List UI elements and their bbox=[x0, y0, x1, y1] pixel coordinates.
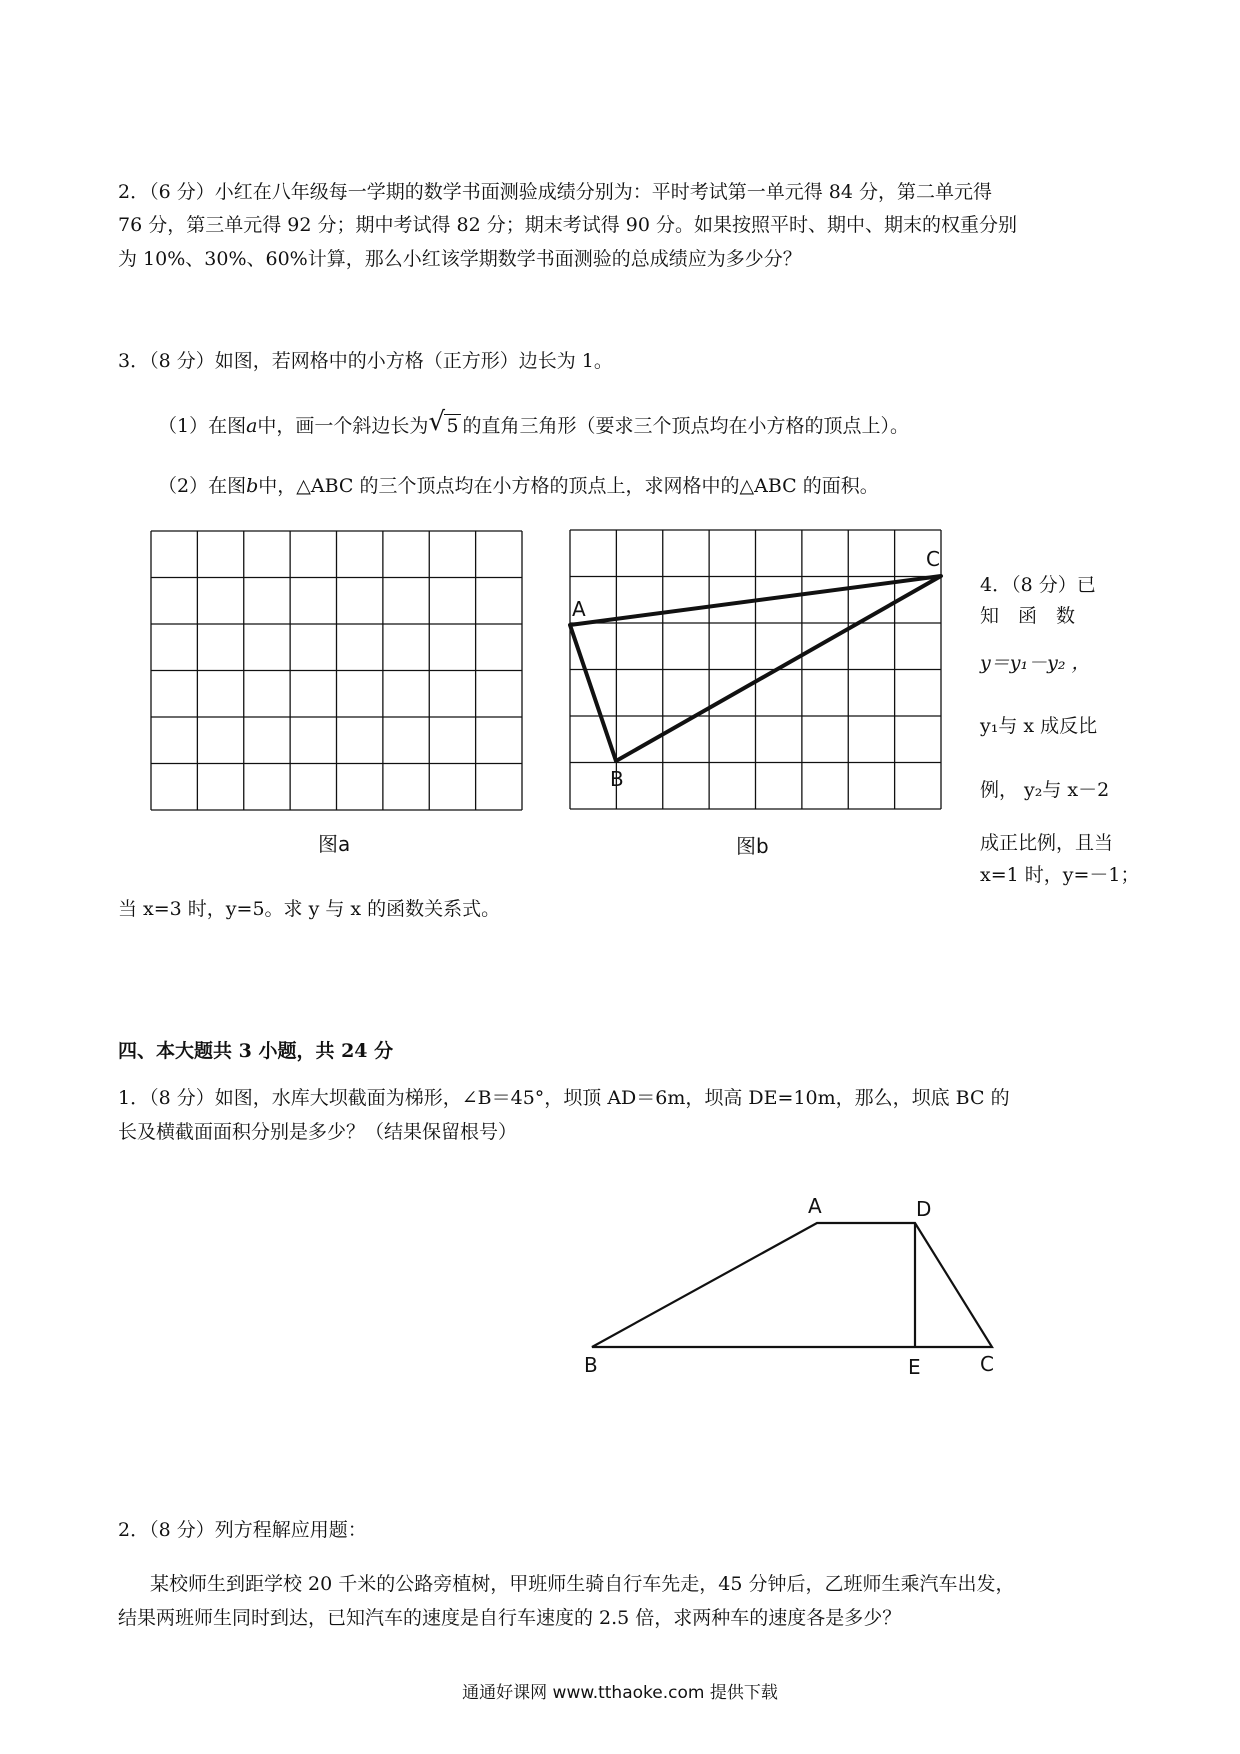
s4-q2-line-1: 某校师生到距学校 20 千米的公路旁植树，甲班师生骑自行车先走，45 分钟后，乙班师生乘汽车出发， bbox=[150, 1573, 1015, 1595]
s4-q1-line-2: 长及横截面面积分别是多少？（结果保留根号） bbox=[118, 1121, 518, 1143]
point-c-label: C bbox=[980, 1352, 994, 1376]
trapezoid-abcd bbox=[592, 1223, 992, 1347]
q3-part-1-var: a bbox=[246, 415, 258, 437]
q3-part-1-prefix: （1）在图 bbox=[158, 415, 247, 437]
trapezoid-dam-figure bbox=[570, 1175, 1010, 1395]
q4-tail: 当 x=3 时，y=5。求 y 与 x 的函数关系式。 bbox=[118, 898, 501, 920]
q4-line-2: 知 函 数 bbox=[980, 605, 1076, 627]
q2-line-1: 2．（6 分）小红在八年级每一学期的数学书面测验成绩分别为：平时考试第一单元得 84 分，第二单元得 bbox=[118, 181, 992, 203]
s4-q1-line-1: 1．（8 分）如图，水库大坝截面为梯形，∠B＝45°，坝顶 AD＝6m，坝高 DE=10m，那么，坝底 BC 的 bbox=[118, 1087, 1010, 1109]
q3-part-1 bbox=[158, 414, 1168, 438]
sqrt-radicand: 5 bbox=[446, 415, 459, 437]
q4-line-4: y₁与 x 成反比 bbox=[980, 715, 1098, 737]
vertex-a-label: A bbox=[572, 597, 586, 621]
q3-part-1-mid: 中，画一个斜边长为 bbox=[257, 415, 429, 437]
grid-figure-b bbox=[560, 520, 960, 820]
point-b-label: B bbox=[584, 1353, 598, 1377]
q4-line-3: y＝y₁－y₂ ， bbox=[980, 652, 1091, 674]
vertex-c-label: C bbox=[926, 547, 940, 571]
page-footer: 通通好课网 www.tthaoke.com 提供下载 bbox=[462, 1683, 778, 1703]
q4-line-7: x=1 时，y=－1； bbox=[980, 864, 1140, 886]
point-a-label: A bbox=[808, 1194, 822, 1218]
q3-part-2-suffix: 中，△ABC 的三个顶点均在小方格的顶点上，求网格中的△ABC 的面积。 bbox=[258, 475, 879, 497]
q4-line-5: 例， y₂与 x－2 bbox=[980, 779, 1110, 801]
q2-line-2: 76 分，第三单元得 92 分；期中考试得 82 分；期末考试得 90 分。如果按照平时、期中、期末的权重分别 bbox=[118, 214, 1017, 236]
q3-title: 3．（8 分）如图，若网格中的小方格（正方形）边长为 1。 bbox=[118, 350, 613, 372]
q3-part-2-prefix: （2）在图 bbox=[158, 475, 247, 497]
grid-figure-a bbox=[150, 530, 524, 812]
q4-line-1: 4．（8 分）已 bbox=[980, 574, 1096, 596]
vertex-b-label: B bbox=[610, 767, 624, 791]
q3-part-1-suffix: 的直角三角形（要求三个顶点均在小方格的顶点上）。 bbox=[462, 415, 910, 437]
s4-q2-title: 2．（8 分）列方程解应用题： bbox=[118, 1519, 367, 1541]
point-e-label: E bbox=[908, 1355, 921, 1379]
sqrt-symbol bbox=[430, 414, 460, 438]
figure-b-caption: 图b bbox=[736, 834, 769, 858]
section-4-heading: 四、本大题共 3 小题，共 24 分 bbox=[118, 1040, 394, 1062]
point-d-label: D bbox=[916, 1197, 932, 1221]
figure-a-caption: 图a bbox=[318, 832, 351, 856]
q3-part-2-var: b bbox=[246, 475, 259, 497]
q3-part-2 bbox=[158, 474, 1168, 498]
q4-line-6: 成正比例，且当 bbox=[980, 832, 1114, 854]
s4-q2-line-2: 结果两班师生同时到达，已知汽车的速度是自行车速度的 2.5 倍，求两种车的速度各是多少？ bbox=[118, 1607, 902, 1629]
q2-line-3: 为 10%、30%、60%计算，那么小红该学期数学书面测验的总成绩应为多少分？ bbox=[118, 248, 802, 270]
